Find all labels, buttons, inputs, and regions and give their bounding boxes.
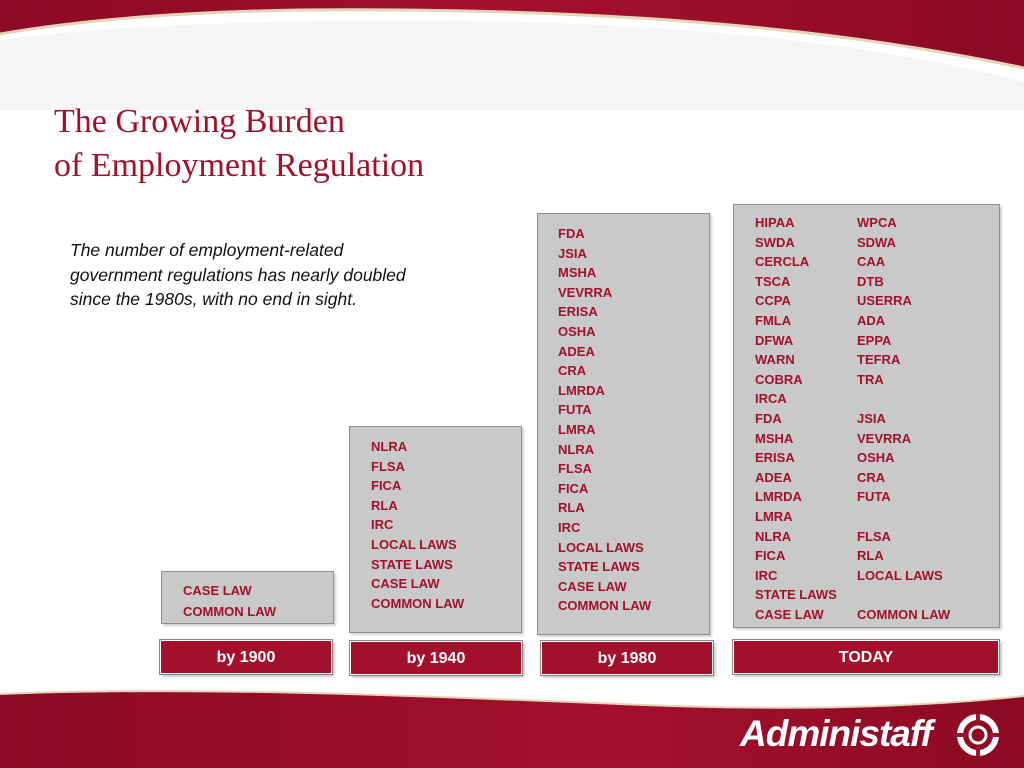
- regulation-item: LMRA: [755, 508, 793, 524]
- regulation-item: LOCAL LAWS: [857, 567, 943, 583]
- era-label-1900: by 1900: [160, 640, 332, 674]
- regulation-item: OSHA: [558, 323, 596, 339]
- regulation-item: TEFRA: [857, 352, 901, 368]
- regulation-item: MSHA: [558, 265, 597, 281]
- regulation-box-1980: [537, 213, 710, 635]
- era-label-1980: by 1980: [541, 641, 713, 675]
- regulation-item: MSHA: [755, 430, 794, 446]
- regulation-item: [857, 585, 950, 605]
- regulation-item: LMRA: [558, 421, 596, 437]
- regulation-item: FICA: [371, 478, 402, 494]
- regulation-item: RLA: [371, 497, 398, 513]
- brand-logo-text: Administaff: [740, 713, 932, 754]
- regulation-item: FLSA: [857, 528, 891, 544]
- regulation-list: [371, 437, 464, 613]
- regulation-item: CAA: [857, 254, 886, 270]
- regulation-item: ERISA: [755, 450, 795, 466]
- regulation-item: SWDA: [755, 234, 795, 250]
- regulation-item: CRA: [857, 469, 886, 485]
- regulation-item: NLRA: [755, 528, 792, 544]
- regulation-item: USERRA: [857, 293, 912, 309]
- regulation-item: COBRA: [755, 371, 803, 387]
- regulation-item: DFWA: [755, 332, 794, 348]
- regulation-item: IRC: [558, 519, 581, 535]
- regulation-item: STATE LAWS: [558, 559, 640, 575]
- regulation-item: COMMON LAW: [371, 595, 465, 611]
- regulation-item: CASE LAW: [371, 576, 440, 592]
- regulation-item: WPCA: [857, 215, 897, 230]
- regulation-list-col2: [857, 213, 950, 624]
- regulation-item: CERCLA: [755, 254, 810, 270]
- regulation-item: STATE LAWS: [371, 556, 453, 572]
- regulation-item: RLA: [857, 548, 884, 564]
- regulation-item: DTB: [857, 273, 884, 289]
- regulation-item: IRC: [755, 567, 778, 583]
- regulation-item: FUTA: [857, 489, 891, 505]
- title-line-2: of Employment Regulation: [54, 147, 425, 184]
- regulation-item: LMRDA: [558, 382, 605, 398]
- regulation-item: VEVRRA: [558, 284, 613, 300]
- regulation-item: EPPA: [857, 332, 892, 348]
- regulation-item: ADEA: [558, 343, 595, 359]
- regulation-list-col1: [755, 213, 837, 624]
- regulation-item: COMMON LAW: [857, 606, 951, 622]
- regulation-item: IRCA: [755, 391, 787, 407]
- regulation-item: VEVRRA: [857, 430, 912, 446]
- regulation-item: LOCAL LAWS: [558, 539, 644, 555]
- regulation-item: NLRA: [371, 439, 408, 454]
- regulation-item: HIPAA: [755, 215, 795, 230]
- regulation-item: ERISA: [558, 304, 598, 320]
- regulation-item: FLSA: [558, 461, 592, 477]
- intro-text: The number of employment-related government regulations has nearly doubled since the 1980s, with no end in sight.: [70, 240, 406, 309]
- regulation-item: FMLA: [755, 312, 792, 328]
- regulation-item: JSIA: [558, 245, 587, 261]
- era-label-today: TODAY: [733, 640, 999, 674]
- era-label-1940: by 1940: [350, 641, 522, 675]
- regulation-item: FDA: [558, 226, 585, 241]
- regulation-item: CASE LAW: [558, 578, 627, 594]
- regulation-item: FICA: [558, 480, 589, 496]
- regulation-item: LOCAL LAWS: [371, 536, 457, 552]
- regulation-item: COMMON LAW: [183, 604, 277, 619]
- regulation-item: TSCA: [755, 273, 791, 289]
- regulation-item: SDWA: [857, 234, 896, 250]
- life-ring-logo-icon: [956, 713, 1000, 757]
- regulation-item: ADEA: [755, 469, 792, 485]
- regulation-item: NLRA: [558, 441, 595, 457]
- regulation-item: IRC: [371, 517, 394, 533]
- regulation-item: WARN: [755, 352, 795, 368]
- regulation-item: OSHA: [857, 450, 895, 466]
- regulation-item: FLSA: [371, 458, 405, 474]
- regulation-item: CASE LAW: [755, 606, 824, 622]
- regulation-item: FICA: [755, 548, 786, 564]
- regulation-box-today: [733, 204, 1000, 628]
- regulation-item: RLA: [558, 500, 585, 516]
- regulation-list: [558, 224, 651, 616]
- regulation-item: TRA: [857, 371, 884, 387]
- title-line-1: The Growing Burden: [54, 103, 345, 140]
- regulation-item: STATE LAWS: [755, 587, 837, 603]
- regulation-item: FDA: [755, 410, 782, 426]
- regulation-item: CRA: [558, 363, 587, 379]
- regulation-item: [857, 507, 950, 527]
- regulation-item: LMRDA: [755, 489, 802, 505]
- regulation-box-1900: [161, 571, 334, 624]
- regulation-item: JSIA: [857, 410, 886, 426]
- page-title: [54, 100, 424, 188]
- regulation-box-1940: [349, 426, 522, 633]
- regulation-list: [183, 580, 276, 622]
- regulation-item: [857, 389, 950, 409]
- header-band: [0, 0, 1024, 110]
- regulation-item: ADA: [857, 312, 886, 328]
- regulation-item: CCPA: [755, 293, 791, 309]
- regulation-item: FUTA: [558, 402, 592, 418]
- regulation-item: COMMON LAW: [558, 598, 652, 614]
- regulation-item: CASE LAW: [183, 583, 252, 598]
